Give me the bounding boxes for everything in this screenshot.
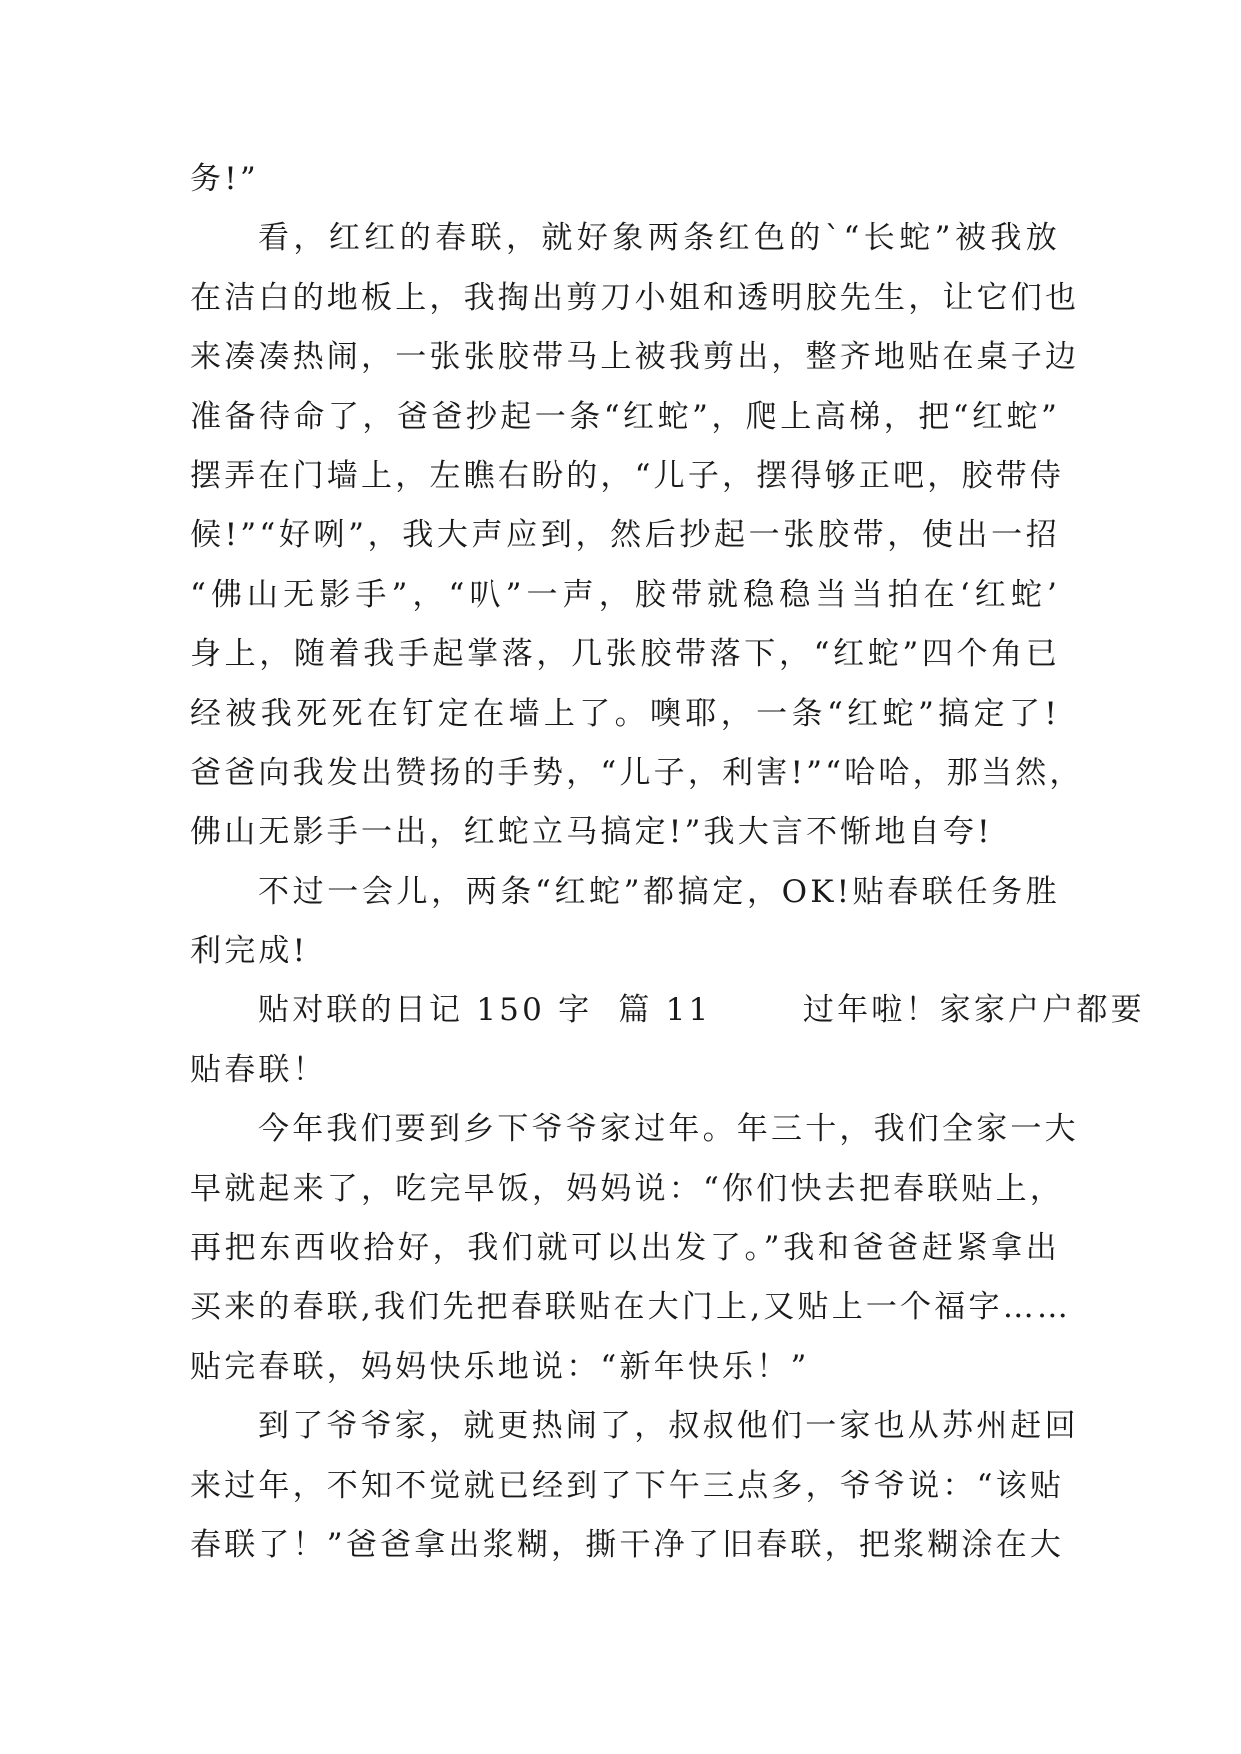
text-line: 今年我们要到乡下爷爷家过年。年三十，我们全家一大 [258,1111,1079,1148]
text-line: 在洁白的地板上，我掏出剪刀小姐和透明胶先生，让它们也 [190,279,1080,316]
text-line: 不过一会儿，两条“红蛇”都搞定，OK!贴春联任务胜 [258,873,1060,910]
text-line: 贴对联的日记 150 字 篇 11 过年啦！家家户户都要 [258,992,1145,1029]
text-line: 到了爷爷家，就更热闹了，叔叔他们一家也从苏州赶回 [258,1408,1079,1445]
text-line: 贴春联！ [190,1051,327,1088]
text-line: 务!” [190,161,259,197]
text-line: 摆弄在门墙上，左瞧右盼的，“儿子，摆得够正吧，胶带侍 [190,457,1065,494]
text-line: 候!”“好咧”，我大声应到，然后抄起一张胶带，使出一招 [190,517,1060,554]
paragraph-heading [190,981,1145,1100]
text-line: 买来的春联,我们先把春联贴在大门上,又贴上一个福字…… [190,1289,1072,1326]
body-text [190,150,1145,1575]
text-line: 来过年，不知不觉就已经到了下午三点多，爷爷说：“该贴 [190,1467,1065,1504]
paragraph [190,1397,1079,1575]
paragraph [190,863,1060,982]
text-line: 爸爸向我发出赞扬的手势，“儿子，利害!”“哈哈，那当然， [190,754,1084,791]
text-line: 经被我死死在钉定在墙上了。噢耶，一条“红蛇”搞定了! [190,695,1060,732]
paragraph [190,209,1084,862]
text-line: 利完成! [190,933,309,970]
text-line: 春联了！”爸爸拿出浆糊，撕干净了旧春联，把浆糊涂在大 [190,1526,1065,1563]
text-line: 来凑凑热闹，一张张胶带马上被我剪出，整齐地贴在桌子边 [190,339,1080,376]
text-line: 身上，随着我手起掌落，几张胶带落下，“红蛇”四个角已 [190,636,1060,673]
paragraph [190,1100,1079,1397]
paragraph [190,150,1060,209]
text-line: 贴完春联，妈妈快乐地说：“新年快乐！” [190,1348,810,1385]
text-line: 再把东西收拾好，我们就可以出发了。”我和爸爸赶紧拿出 [190,1230,1060,1267]
text-line: 佛山无影手一出，红蛇立马搞定!”我大言不惭地自夸! [190,814,993,851]
text-line: “佛山无影手”，“叭”一声，胶带就稳稳当当拍在‘红蛇’ [190,576,1060,613]
text-line: 准备待命了，爸爸抄起一条“红蛇”，爬上高梯，把“红蛇” [190,398,1060,435]
text-line: 早就起来了，吃完早饭，妈妈说：“你们快去把春联贴上， [190,1170,1065,1207]
text-line: 看，红红的春联，就好象两条红色的`“长蛇”被我放 [258,220,1060,257]
